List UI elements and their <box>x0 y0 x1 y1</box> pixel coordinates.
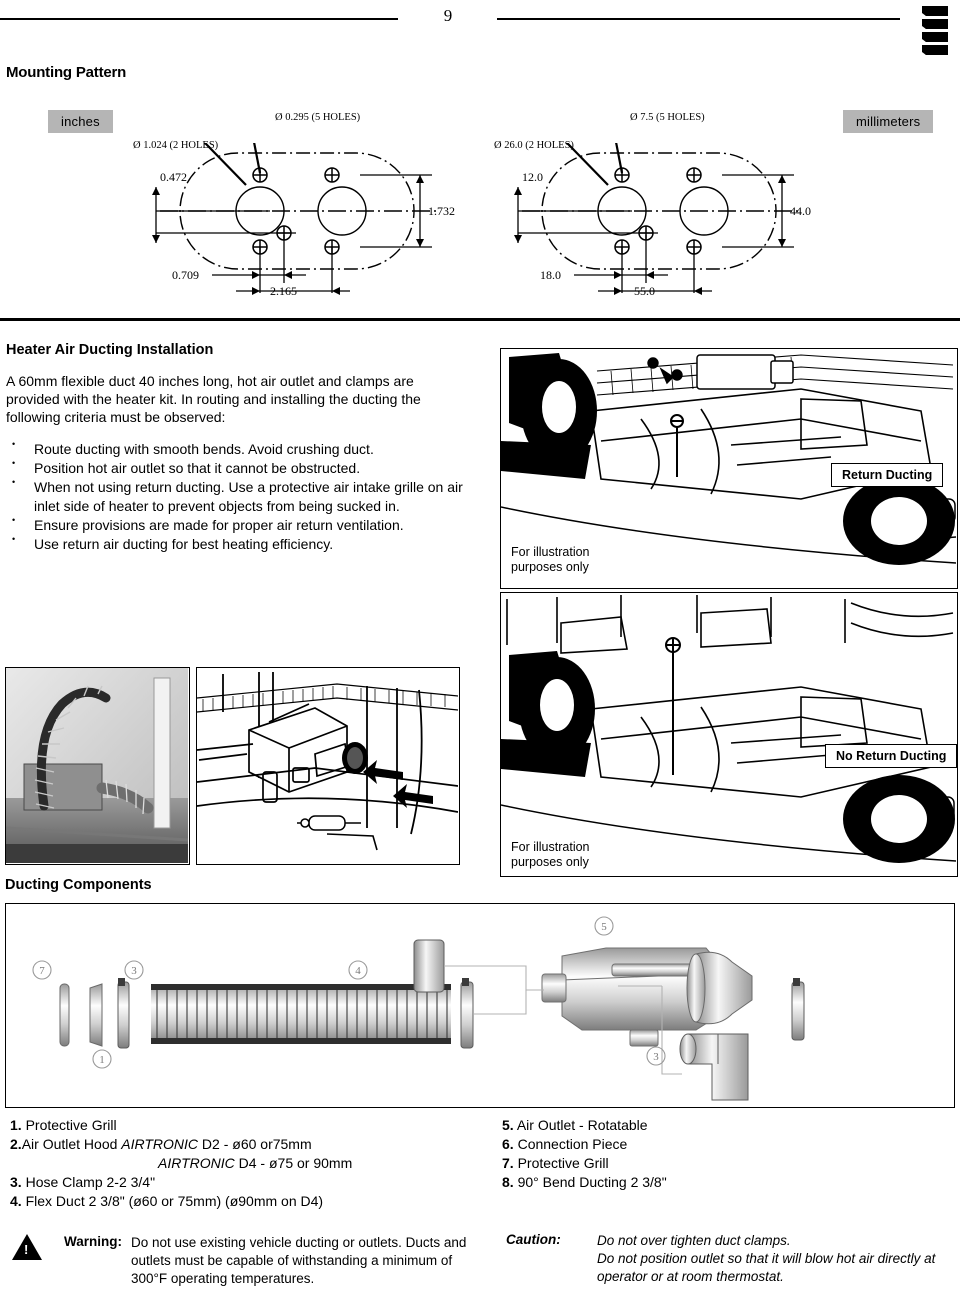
callout-7: 7 <box>39 965 45 977</box>
part-label: Air Outlet - Rotatable <box>516 1117 648 1133</box>
header-rule-left <box>0 18 398 20</box>
mounting-drawing-millimeters <box>482 143 842 303</box>
part-number: 2. <box>10 1135 22 1152</box>
installation-heading: Heater Air Ducting Installation <box>6 342 214 358</box>
warning-text: Do not use existing vehicle ducting or outlets. Ducts and outlets must be capable of withstanding a minimum of 300°F operating temperatures. <box>131 1235 467 1286</box>
illustration-note-line2: purposes only <box>511 560 589 575</box>
inches-hole-note-small: Ø 0.295 (5 HOLES) <box>275 112 361 123</box>
callout-4a: 4 <box>355 965 361 977</box>
part-brand: AIRTRONIC <box>121 1135 199 1152</box>
part-number: 3. <box>10 1173 22 1190</box>
callout-1a: 1 <box>99 1054 105 1066</box>
list-item <box>10 1173 480 1192</box>
header-rule-right <box>497 18 900 20</box>
page-number: 9 <box>443 6 453 25</box>
list-item: • Position hot air outlet so that it cannot be obstructed. <box>6 459 471 477</box>
installation-bullets <box>6 440 471 554</box>
mounting-pattern-section <box>0 48 960 318</box>
inches-dim-right: 1.732 <box>428 204 455 218</box>
caution-line-1: Do not over tighten duct clamps. <box>597 1233 791 1248</box>
list-item <box>502 1116 942 1135</box>
callout-3a: 3 <box>131 965 137 977</box>
illustration-note-top <box>511 545 590 576</box>
inches-hole-note-large: Ø 1.024 (2 HOLES) <box>133 140 219 151</box>
list-item <box>10 1192 480 1211</box>
inches-dim-top-left: 0.472 <box>160 170 187 184</box>
parts-list-right <box>502 1116 942 1192</box>
list-item <box>502 1173 942 1192</box>
part-number: 8. <box>502 1173 514 1190</box>
list-item: • Route ducting with smooth bends. Avoid crushing duct. <box>6 440 471 458</box>
parts-list-left <box>10 1116 480 1210</box>
list-item-continuation <box>10 1154 480 1173</box>
warning-label: Warning: <box>64 1234 122 1249</box>
caution-label: Caution: <box>506 1232 561 1247</box>
mm-hole-note-large: Ø 26.0 (2 HOLES) <box>494 140 574 151</box>
illustration-note-line1: For illustration <box>511 840 590 854</box>
part-label: Hose Clamp 2-2 3/4" <box>25 1173 156 1190</box>
ducting-components-diagram <box>5 903 955 1108</box>
mm-dim-bottom-left: 18.0 <box>540 268 561 282</box>
unit-tag-inches: inches <box>48 110 113 133</box>
part-label: Air Outlet Hood <box>21 1135 122 1152</box>
label-no-return-ducting: No Return Ducting <box>825 744 957 768</box>
part-label: 90° Bend Ducting 2 3/8" <box>517 1173 667 1190</box>
part-number: 1. <box>10 1117 22 1133</box>
installation-intro: A 60mm flexible duct 40 inches long, hot air outlet and clamps are provided with the heater kit. In routing and installing the ducting the following criteria must be observed: <box>6 373 421 426</box>
photo-duct-in-cabin <box>5 667 190 865</box>
list-item: • Ensure provisions are made for proper air return ventilation. <box>6 516 471 534</box>
list-item <box>502 1135 942 1154</box>
part-brand: AIRTRONIC <box>158 1154 235 1171</box>
mm-hole-note-small: Ø 7.5 (5 HOLES) <box>630 112 705 123</box>
part-number: 4. <box>10 1192 22 1209</box>
part-number: 7. <box>502 1154 514 1171</box>
part-label: Flex Duct 2 3/8" (ø60 or 75mm) (ø90mm on D4) <box>25 1192 324 1209</box>
label-return-ducting: Return Ducting <box>831 463 943 487</box>
mounting-pattern-heading: Mounting Pattern <box>6 64 127 81</box>
mm-dim-top-left: 12.0 <box>522 170 543 184</box>
caution-text <box>597 1232 947 1286</box>
part-label: Protective Grill <box>517 1154 609 1171</box>
warning-triangle-icon <box>12 1234 42 1260</box>
mm-dim-right: 44.0 <box>790 204 811 218</box>
illustration-note-bottom <box>511 840 590 871</box>
inches-dim-bottom-left: 0.709 <box>172 268 199 282</box>
part-number: 6. <box>502 1135 514 1152</box>
illustration-note-line2: purposes only <box>511 855 589 870</box>
callout-5: 5 <box>601 921 607 933</box>
part-label: Protective Grill <box>25 1117 117 1133</box>
list-item <box>10 1135 480 1154</box>
caution-line-2: Do not position outlet so that it will blow hot air directly at operator or at room thermostat. <box>597 1250 936 1284</box>
part-number: 5. <box>502 1117 514 1133</box>
inches-dim-bottom-center: 2.165 <box>270 284 297 298</box>
section-divider <box>0 318 960 321</box>
unit-tag-millimeters: millimeters <box>843 110 933 133</box>
page-header <box>0 0 960 40</box>
part-spec: D2 - ø60 or75mm <box>198 1135 312 1152</box>
illustration-note-line1: For illustration <box>511 545 590 559</box>
part-label: Connection Piece <box>517 1135 628 1152</box>
illustration-heater-air-intake <box>196 667 460 865</box>
part-spec: D4 - ø75 or 90mm <box>234 1154 353 1171</box>
mounting-drawing-inches <box>120 143 480 303</box>
mm-dim-bottom-center: 55.0 <box>634 284 655 298</box>
callout-3b: 3 <box>653 1051 659 1063</box>
list-item: • Use return air ducting for best heating efficiency. <box>6 535 471 553</box>
ducting-components-heading: Ducting Components <box>5 877 152 893</box>
list-item <box>10 1116 480 1135</box>
list-item: • When not using return ducting. Use a protective air intake grille on air inlet side of heater to prevent objects from being sucked in. <box>6 478 471 514</box>
vehicle-illustration-no-return-ducting <box>500 592 958 877</box>
list-item <box>502 1154 942 1173</box>
